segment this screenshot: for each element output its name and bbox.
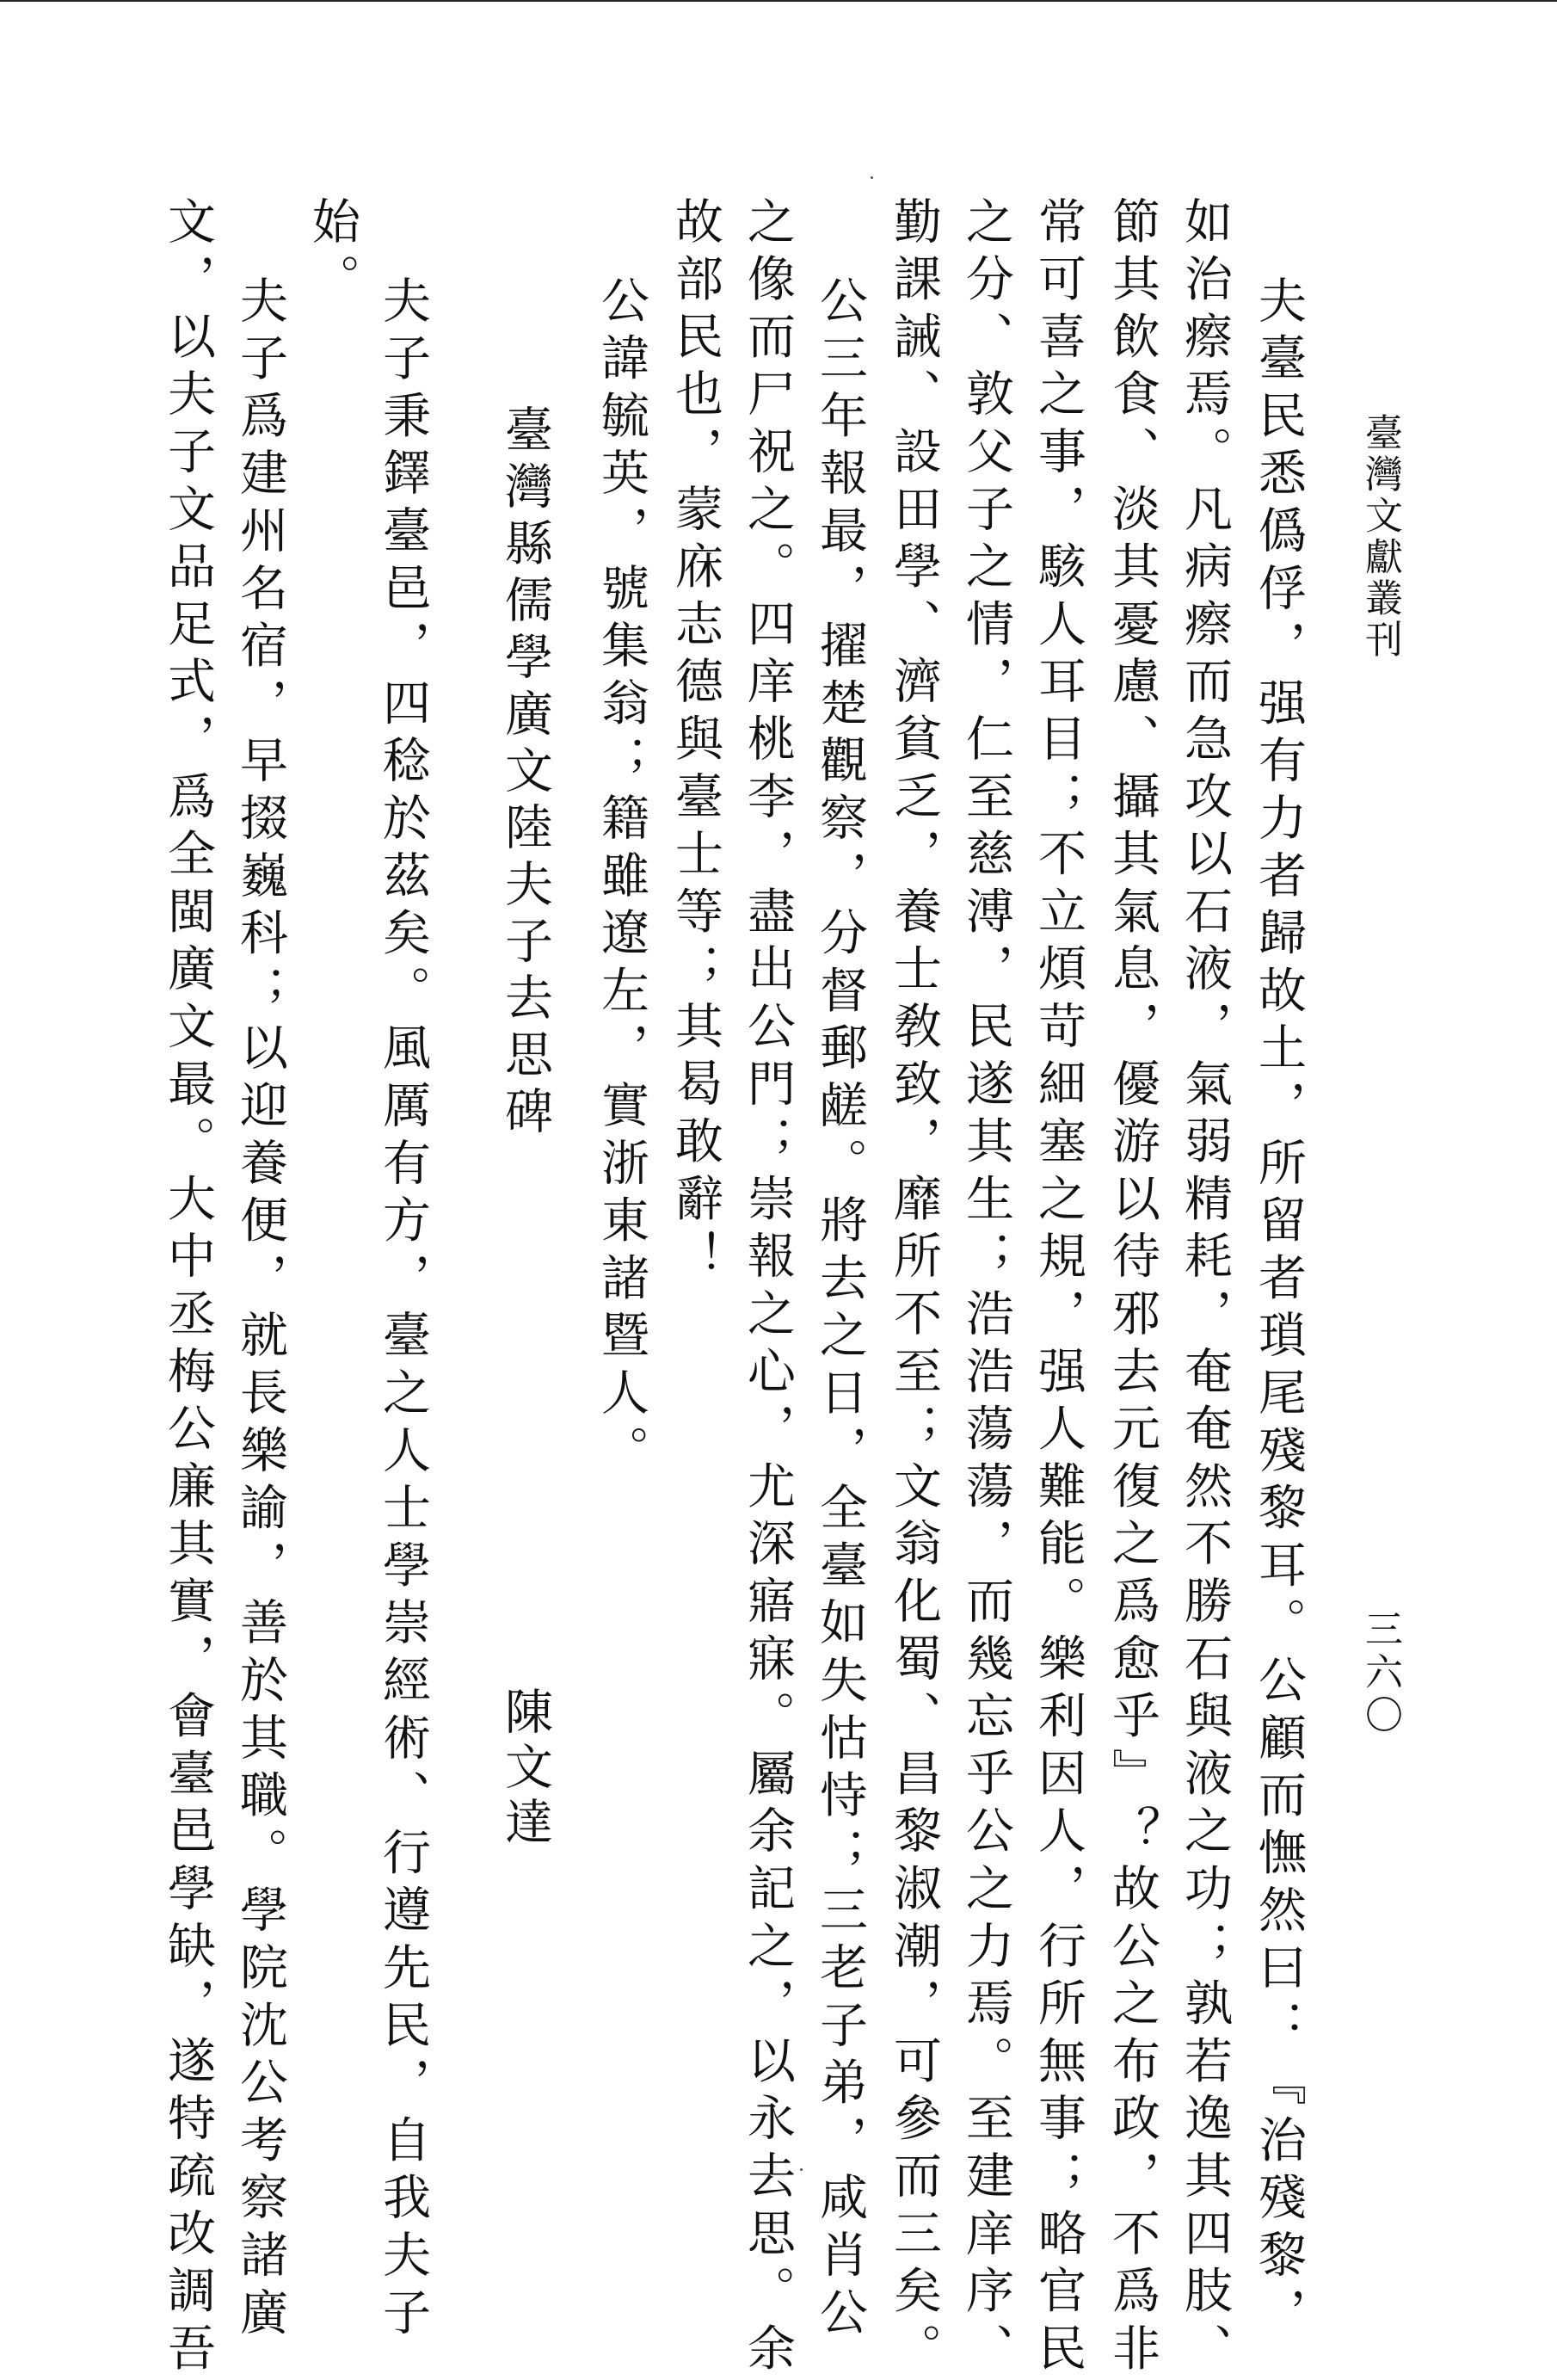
text-line-s2-4: 文，以夫子文品足式，爲全閩廣文最。大中丞梅公廉其實，會臺邑學缺，遂特疏改調吾 [160, 196, 216, 2380]
text-line-s2-3: 夫子爲建州名宿，早掇巍科；以迎養便，就長樂諭，善於其職。學院沈公考察諸廣 [232, 275, 288, 2345]
scan-speck [871, 176, 873, 179]
text-line-s1-5: 之分、敦父子之情，仁至慈溥，民遂其生；浩浩蕩蕩，而幾忘乎公之力焉。至建庠序、 [958, 196, 1014, 2380]
section-heading-author: 陳文達 [497, 1686, 553, 1852]
page-number: 三六〇 [1358, 1609, 1402, 1738]
section-heading-title: 臺灣縣儒學廣文陸夫子去思碑 [497, 404, 553, 1143]
text-line-s1-7: 公三年報最，擢楚觀察，分督郵鹾。將去之日，全臺如失怙恃；三老子弟，咸肖公 [812, 275, 868, 2345]
page-top-border [0, 0, 1557, 2]
text-line-s1-4: 常可喜之事，駭人耳目；不立煩苛細塞之規，强人難能。樂利因人，行所無事；略官民 [1031, 196, 1086, 2380]
text-line-s1-6: 勤課誡、設田學、濟貧乏，養士敎致，靡所不至；文翁化蜀、昌黎淑潮，可參而三矣。 [886, 196, 942, 2380]
text-line-s1-9: 故部民也，蒙庥志德與臺士等；其曷敢辭！ [668, 196, 723, 1289]
text-line-s1-3: 節其飲食、淡其憂慮、攝其氣息，優游以待邪去元復之爲愈乎』？故公之布政，不爲非 [1105, 196, 1160, 2380]
text-line-s1-10: 公諱毓英，號集翁；籍雖遼左，實浙東諸暨人。 [594, 275, 649, 1483]
text-line-s2-2: 始。 [305, 196, 360, 311]
text-line-s1-2: 如治瘵焉。凡病瘵而急攻以石液，氣弱精耗，奄奄然不勝石與液之功；孰若逸其四肢、 [1177, 196, 1233, 2380]
scan-speck [800, 2168, 803, 2171]
running-header-title: 臺灣文獻叢刊 [1358, 413, 1402, 661]
text-line-s1-1: 夫臺民悉僞俘，强有力者歸故土，所留者瑣尾殘黎耳。公顧而憮然曰：『治殘黎， [1251, 275, 1307, 2345]
text-line-s2-1: 夫子秉鐸臺邑，四稔於茲矣。風厲有方，臺之人士學崇經術、行遵先民，自我夫子 [375, 275, 431, 2345]
text-line-s1-8: 之像而尸祝之。四庠桃李，盡出公門；崇報之心，尤深寤寐。屬余記之，以永去思。余 [740, 196, 796, 2380]
